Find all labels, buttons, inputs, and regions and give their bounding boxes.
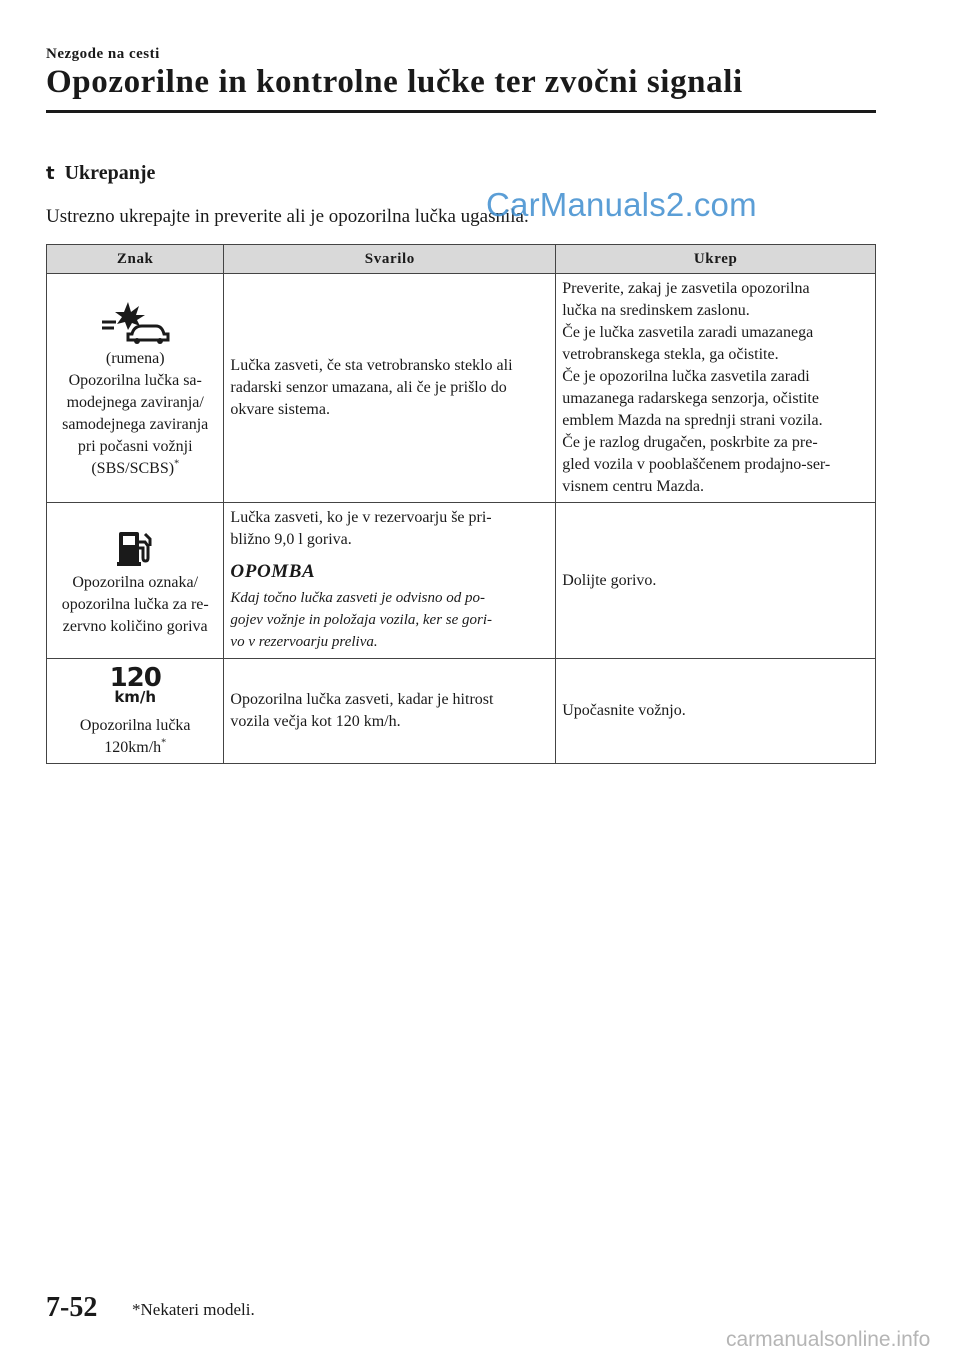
cause-line: vozila večja kot 120 km/h. (230, 713, 401, 730)
footnote: *Nekateri modeli. (132, 1300, 255, 1319)
action-line: visnem centru Mazda. (562, 478, 704, 495)
symbol-line: (rumena) (105, 350, 165, 367)
symbol-line: zervno količino goriva (62, 617, 208, 635)
action-cell: Dolijte gorivo. (556, 503, 876, 659)
footer-site-mark: carmanualsonline.info (726, 1328, 931, 1351)
speed-number: 120 (109, 663, 161, 693)
action-line: emblem Mazda na sprednji strani vozila. (562, 412, 823, 429)
fuel-pump-icon (115, 528, 155, 568)
header-action: Ukrep (556, 245, 876, 274)
action-line: Če je opozorilna lučka zasvetila zaradi (562, 368, 810, 385)
header-cause: Svarilo (224, 245, 556, 274)
cause-cell (224, 659, 556, 764)
action-line: Če je razlog drugačen, poskrbite za pre- (562, 434, 818, 451)
note-title: OPOMBA (230, 561, 316, 582)
warning-table (46, 244, 876, 764)
cause-cell: Lučka zasveti, če sta vetrobransko steklo ali radarski senzor umazana, ali če je prišlo do okvare sistema. (224, 274, 556, 503)
action-line: gled vozila v pooblaščenem prodajno-ser- (562, 456, 831, 473)
action-line: Če je lučka zasvetila zaradi umazanega (562, 324, 814, 341)
speed-120-icon (110, 665, 161, 705)
section-label: Nezgode na cesti (46, 46, 160, 62)
asterisk: * (161, 737, 167, 749)
note-line: Kdaj točno lučka zasveti je odvisno od po- (230, 590, 485, 606)
symbol-cell (47, 503, 224, 659)
action-line: umazanega radarskega senzorja, očistite (562, 390, 819, 407)
note-line: vo v rezervoarju preliva. (230, 634, 378, 650)
intro-text: Ustrezno ukrepajte in preverite ali je opozorilna lučka ugasnila. (46, 206, 529, 227)
table-row (47, 503, 876, 659)
action-cell: Upočasnite vožnjo. (556, 659, 876, 764)
symbol-line-last: (SBS/SCBS)* (91, 458, 180, 477)
cause-line: Opozorilna lučka zasveti, kadar je hitrost (230, 691, 494, 708)
symbol-line: pri počasni vožnji (77, 438, 193, 455)
watermark: CarManuals2.com (486, 186, 757, 223)
table-row (47, 659, 876, 764)
table-row (47, 274, 876, 503)
symbol-line-last: 120km/h* (104, 737, 167, 756)
symbol-line: modejnega zaviranja/ (66, 394, 204, 411)
title-rule (46, 110, 876, 113)
bullet-marker: t (46, 163, 55, 184)
action-line: vetrobranskega stekla, ga očistite. (562, 346, 779, 363)
action-line: lučka na sredinskem zaslonu. (562, 302, 750, 319)
speed-unit: km/h (114, 688, 157, 706)
sub-heading-text: Ukrepanje (64, 162, 156, 184)
header-symbol: Znak (47, 245, 224, 274)
symbol-line: samodejnega zaviranja (62, 416, 209, 433)
table-header-row (47, 245, 876, 274)
symbol-line: opozorilna lučka za re- (61, 595, 209, 613)
page-title: Opozorilne in kontrolne lučke ter zvočni signali (46, 64, 743, 100)
symbol-line: Opozorilna lučka (79, 717, 191, 734)
action-line: Preverite, zakaj je zasvetila opozorilna (562, 280, 810, 297)
action-cell (556, 274, 876, 503)
cause-cell (224, 503, 556, 659)
note-line: gojev vožnje in položaja vozila, ker se gori- (230, 612, 493, 628)
symbol-line: Opozorilna oznaka/ (72, 573, 199, 591)
sub-heading (46, 162, 155, 185)
symbol-cell (47, 659, 224, 764)
asterisk: * (174, 458, 180, 470)
cause-line: bližno 9,0 l goriva. (230, 531, 352, 548)
collision-warning-icon (98, 300, 172, 344)
cause-line: Lučka zasveti, ko je v rezervoarju še pri- (230, 509, 492, 526)
symbol-line: Opozorilna lučka sa- (68, 372, 202, 389)
page-number: 7-52 (46, 1292, 98, 1323)
symbol-cell (47, 274, 224, 503)
